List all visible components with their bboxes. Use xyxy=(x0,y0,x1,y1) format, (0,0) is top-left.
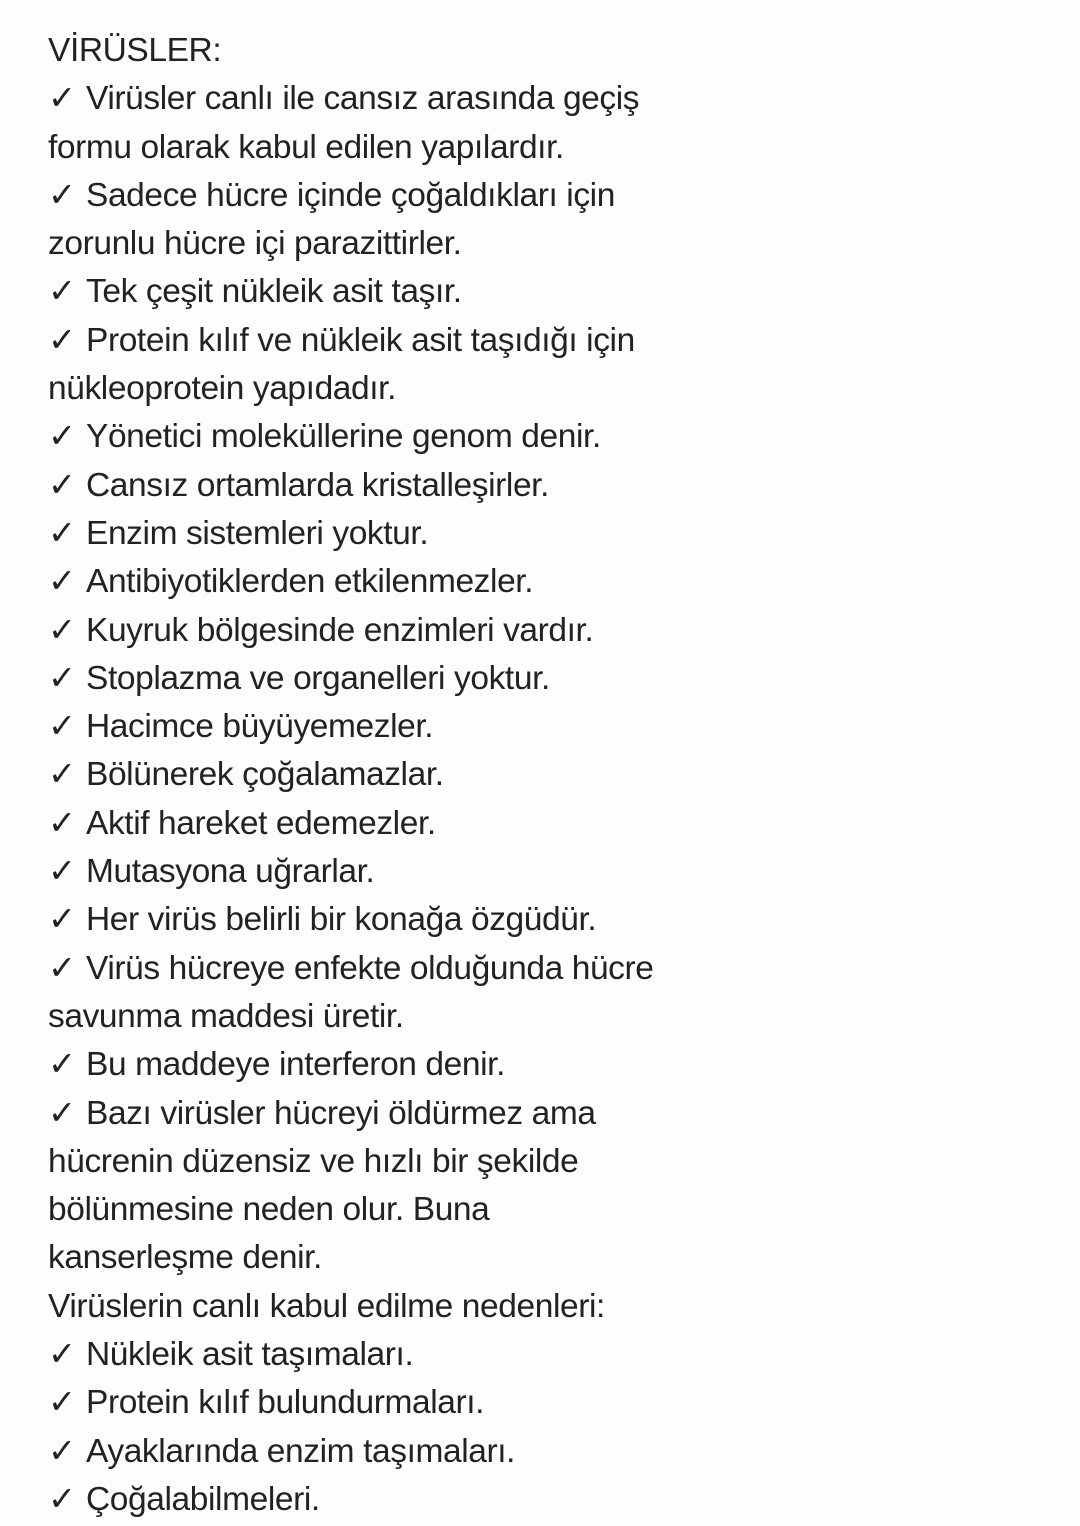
checkmark-icon: ✓ xyxy=(48,804,76,842)
list-item-line xyxy=(48,1090,808,1138)
reasons-list xyxy=(48,1331,808,1524)
list-item-text: Stoplazma ve organelleri yoktur. xyxy=(86,659,550,697)
list-item-line xyxy=(48,1428,808,1476)
checkmark-icon: ✓ xyxy=(48,1094,76,1132)
reason-item xyxy=(48,1331,808,1379)
property-item xyxy=(48,848,808,896)
checkmark-icon: ✓ xyxy=(48,853,76,891)
list-item-line xyxy=(48,751,808,799)
property-item xyxy=(48,75,808,172)
list-item-text: formu olarak kabul edilen yapılardır. xyxy=(48,128,564,166)
list-item-text: Aktif hareket edemezler. xyxy=(86,804,436,842)
property-item xyxy=(48,751,808,799)
list-item-line xyxy=(48,1041,808,1089)
checkmark-icon: ✓ xyxy=(48,176,76,214)
property-item xyxy=(48,945,808,1042)
checkmark-icon: ✓ xyxy=(48,418,76,456)
checkmark-icon: ✓ xyxy=(48,1046,76,1084)
checkmark-icon: ✓ xyxy=(48,466,76,504)
property-item xyxy=(48,317,808,414)
checkmark-icon: ✓ xyxy=(48,708,76,746)
list-item-line xyxy=(48,945,808,993)
checkmark-icon: ✓ xyxy=(48,563,76,601)
list-item-text: Bu maddeye interferon denir. xyxy=(86,1046,505,1084)
checkmark-icon: ✓ xyxy=(48,659,76,697)
list-item-text: nükleoprotein yapıdadır. xyxy=(48,370,396,408)
document-title: VİRÜSLER: xyxy=(48,32,222,69)
property-item xyxy=(48,607,808,655)
list-item-text: Ayaklarında enzim taşımaları. xyxy=(86,1432,516,1470)
property-item xyxy=(48,703,808,751)
checkmark-icon: ✓ xyxy=(48,1432,76,1470)
list-item-line xyxy=(48,703,808,751)
list-item-text: Nükleik asit taşımaları. xyxy=(86,1336,414,1374)
list-item-line xyxy=(48,413,808,461)
list-item-continuation xyxy=(48,1234,808,1282)
checkmark-icon: ✓ xyxy=(48,949,76,987)
list-item-line xyxy=(48,1331,808,1379)
property-item xyxy=(48,510,808,558)
list-item-line xyxy=(48,558,808,606)
list-item-continuation xyxy=(48,993,808,1041)
checkmark-icon: ✓ xyxy=(48,1480,76,1518)
property-item xyxy=(48,413,808,461)
list-item-continuation xyxy=(48,365,808,413)
list-item-text: Antibiyotiklerden etkilenmezler. xyxy=(86,563,534,601)
document-page xyxy=(48,27,808,1524)
list-item-text: Bölünerek çoğalamazlar. xyxy=(86,756,444,794)
list-item-text: Virüs hücreye enfekte olduğunda hücre xyxy=(86,949,654,987)
checkmark-icon: ✓ xyxy=(48,1384,76,1422)
list-item-text: Protein kılıf ve nükleik asit taşıdığı için xyxy=(86,321,635,359)
list-item-text: Cansız ortamlarda kristalleşirler. xyxy=(86,466,549,504)
list-item-text: Mutasyona uğrarlar. xyxy=(86,853,375,891)
reason-item xyxy=(48,1476,808,1524)
list-item-text: Tek çeşit nükleik asit taşır. xyxy=(86,273,462,311)
list-item-line xyxy=(48,848,808,896)
list-item-line xyxy=(48,1379,808,1427)
list-item-text: Yönetici moleküllerine genom denir. xyxy=(86,418,601,456)
list-item-line xyxy=(48,75,808,123)
checkmark-icon: ✓ xyxy=(48,273,76,311)
list-item-text: kanserleşme denir. xyxy=(48,1239,322,1277)
list-item-continuation xyxy=(48,220,808,268)
list-item-continuation xyxy=(48,1138,808,1186)
property-item xyxy=(48,800,808,848)
property-item xyxy=(48,1090,808,1283)
list-item-line xyxy=(48,268,808,316)
property-item xyxy=(48,1041,808,1089)
property-item xyxy=(48,558,808,606)
checkmark-icon: ✓ xyxy=(48,901,76,939)
list-item-text: Enzim sistemleri yoktur. xyxy=(86,514,429,552)
list-item-text: Virüsler canlı ile cansız arasında geçiş xyxy=(86,80,640,118)
list-item-text: Hacimce büyüyemezler. xyxy=(86,708,434,746)
property-item xyxy=(48,896,808,944)
checkmark-icon: ✓ xyxy=(48,611,76,649)
list-item-line xyxy=(48,1476,808,1524)
list-item-line xyxy=(48,172,808,220)
property-item xyxy=(48,172,808,269)
list-item-text: savunma maddesi üretir. xyxy=(48,997,404,1035)
list-item-text: Her virüs belirli bir konağa özgüdür. xyxy=(86,901,597,939)
list-item-line xyxy=(48,655,808,703)
reason-item xyxy=(48,1428,808,1476)
list-item-line xyxy=(48,607,808,655)
list-item-text: Protein kılıf bulundurmaları. xyxy=(86,1384,485,1422)
checkmark-icon: ✓ xyxy=(48,1336,76,1374)
reason-item xyxy=(48,1379,808,1427)
checkmark-icon: ✓ xyxy=(48,80,76,118)
list-item-text: bölünmesine neden olur. Buna xyxy=(48,1191,490,1229)
list-item-text: Çoğalabilmeleri. xyxy=(86,1480,320,1518)
list-item-line xyxy=(48,462,808,510)
list-item-line xyxy=(48,510,808,558)
list-item-line xyxy=(48,800,808,848)
checkmark-icon: ✓ xyxy=(48,321,76,359)
list-item-text: Kuyruk bölgesinde enzimleri vardır. xyxy=(86,611,594,649)
list-item-line xyxy=(48,317,808,365)
list-item-text: Sadece hücre içinde çoğaldıkları için xyxy=(86,176,615,214)
property-item xyxy=(48,268,808,316)
list-item-text: Bazı virüsler hücreyi öldürmez ama xyxy=(86,1094,596,1132)
list-item-text: hücrenin düzensiz ve hızlı bir şekilde xyxy=(48,1142,579,1180)
properties-list xyxy=(48,75,808,1282)
checkmark-icon: ✓ xyxy=(48,514,76,552)
property-item xyxy=(48,462,808,510)
list-item-line xyxy=(48,896,808,944)
property-item xyxy=(48,655,808,703)
section-title: Virüslerin canlı kabul edilme nedenleri: xyxy=(48,1287,605,1325)
list-item-continuation xyxy=(48,124,808,172)
list-item-continuation xyxy=(48,1186,808,1234)
list-item-text: zorunlu hücre içi parazittirler. xyxy=(48,225,462,263)
checkmark-icon: ✓ xyxy=(48,756,76,794)
